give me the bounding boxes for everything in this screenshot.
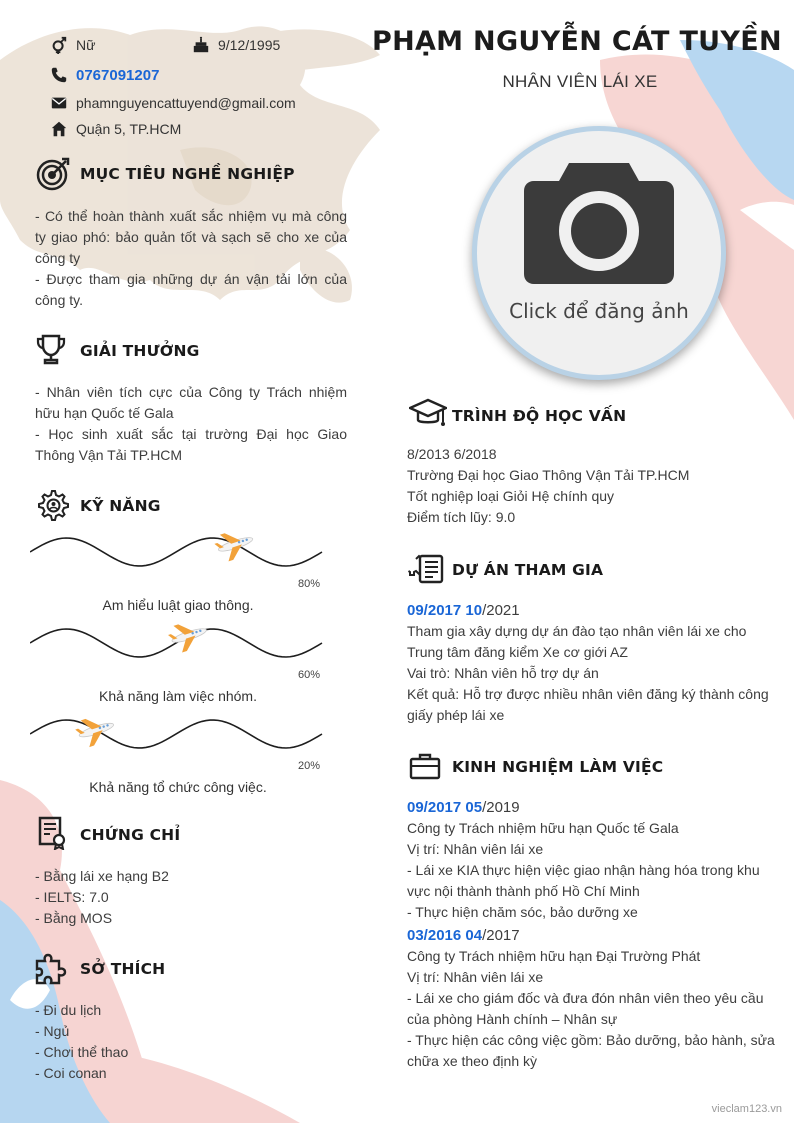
awards-heading: GIẢI THƯỞNG bbox=[80, 342, 200, 360]
puzzle-icon bbox=[34, 952, 68, 986]
job-line: Vị trí: Nhân viên lái xe bbox=[407, 841, 544, 857]
gender-text: Nữ bbox=[76, 37, 96, 53]
email-icon bbox=[50, 94, 68, 112]
award-line: - Nhân viên tích cực của Công ty Trách nhiệm hữu hạn Quốc tế Gala bbox=[35, 384, 347, 421]
hobby-line: - Đi du lịch bbox=[35, 1002, 102, 1018]
skill-level-text: 80% bbox=[298, 578, 321, 590]
skill-level-text: 60% bbox=[298, 669, 321, 681]
birthday-text: 9/12/1995 bbox=[218, 37, 281, 53]
objective-heading: MỤC TIÊU NGHỀ NGHIỆP bbox=[80, 165, 295, 183]
gear-icon bbox=[35, 488, 69, 522]
job-date bbox=[407, 925, 775, 946]
project-date-end: /2021 bbox=[482, 602, 520, 619]
job-line: Công ty Trách nhiệm hữu hạn Quốc tế Gala bbox=[407, 820, 679, 836]
award-line: - Học sinh xuất sắc tại trường Đại học Giao Thông Vận Tải TP.HCM bbox=[35, 426, 347, 463]
phone-icon bbox=[50, 66, 68, 84]
graduation-cap-icon bbox=[409, 398, 447, 430]
job-date-start: 09/2017 05 bbox=[407, 799, 483, 816]
hobby-line: - Chơi thể thao bbox=[35, 1044, 129, 1060]
project-line: Tham gia xây dựng dự án đào tạo nhân viên lái xe cho Trung tâm đăng kiểm Xe cơ giới AZ bbox=[407, 623, 747, 660]
hobby-line: - Ngủ bbox=[35, 1023, 70, 1039]
skill-wave bbox=[30, 720, 322, 748]
address-text: Quận 5, TP.HCM bbox=[76, 121, 182, 137]
education-content bbox=[407, 444, 777, 528]
candidate-name: PHẠM NGUYỄN CÁT TUYỀN bbox=[372, 26, 782, 57]
gender-row bbox=[50, 36, 95, 54]
briefcase-icon bbox=[409, 752, 441, 780]
phone-row bbox=[50, 66, 159, 84]
certificates-content bbox=[35, 866, 335, 929]
skill-level-airplane-icon bbox=[73, 711, 118, 749]
certificates-heading: CHỨNG CHỈ bbox=[80, 826, 181, 844]
email-text[interactable]: phamnguyencattuyend@gmail.com bbox=[76, 95, 296, 111]
camera-icon bbox=[524, 159, 674, 284]
education-heading: TRÌNH ĐỘ HỌC VẤN bbox=[452, 407, 627, 425]
skill-level-airplane-icon bbox=[166, 617, 211, 655]
certificate-line: - Bằng lái xe hạng B2 bbox=[35, 868, 169, 884]
job-date-end: /2019 bbox=[482, 799, 520, 816]
project-date-start: 09/2017 10 bbox=[407, 602, 483, 619]
skill-level-airplane-icon bbox=[212, 525, 257, 563]
job-line: - Thực hiện chăm sóc, bảo dưỡng xe bbox=[407, 904, 638, 920]
skill-wave bbox=[30, 538, 322, 566]
experience-heading: KINH NGHIỆM LÀM VIỆC bbox=[452, 758, 664, 776]
hobbies-heading: SỞ THÍCH bbox=[80, 960, 166, 978]
footer-brand: vieclam123.vn bbox=[711, 1103, 782, 1115]
skills-heading: KỸ NĂNG bbox=[80, 497, 161, 515]
awards-content bbox=[35, 382, 347, 466]
projects-content bbox=[407, 600, 775, 726]
skill-label: Am hiểu luật giao thông. bbox=[102, 597, 254, 613]
certificate-line: - Bằng MOS bbox=[35, 910, 113, 926]
skill-level-text: 20% bbox=[298, 760, 321, 772]
trophy-icon bbox=[36, 334, 66, 366]
home-icon bbox=[50, 120, 68, 138]
target-icon bbox=[36, 157, 70, 191]
birthday-row bbox=[192, 36, 280, 54]
photo-upload-label: Click để đăng ảnh bbox=[509, 299, 689, 323]
certificate-line: - IELTS: 7.0 bbox=[35, 889, 109, 905]
project-line: Vai trò: Nhân viên hỗ trợ dự án bbox=[407, 665, 599, 681]
objective-line: - Được tham gia những dự án vận tải lớn của công ty. bbox=[35, 271, 347, 308]
gender-icon bbox=[50, 36, 68, 54]
job-line: - Lái xe KIA thực hiện việc giao nhận hàng hóa trong khu vực nội thành thành phố Hồ Chí Minh bbox=[407, 862, 760, 899]
certificate-icon bbox=[36, 816, 68, 850]
objective-line: - Có thể hoàn thành xuất sắc nhiệm vụ mà công ty giao phó: bảo quản tốt và sạch sẽ cho xe của công ty bbox=[35, 208, 347, 266]
education-school: Trường Đại học Giao Thông Vận Tải TP.HCM bbox=[407, 467, 690, 483]
job-line: - Thực hiện các công việc gồm: Bảo dưỡng, bảo hành, sửa chữa xe theo định kỳ bbox=[407, 1032, 775, 1069]
hobby-line: - Coi conan bbox=[35, 1065, 107, 1081]
skill-label: Khả năng làm việc nhóm. bbox=[99, 688, 257, 704]
job-title: NHÂN VIÊN LÁI XE bbox=[502, 72, 658, 91]
email-row bbox=[50, 94, 296, 112]
hobbies-content bbox=[35, 1000, 335, 1084]
project-date bbox=[407, 600, 775, 621]
experience-content bbox=[407, 797, 775, 1072]
skill-label: Khả năng tổ chức công việc. bbox=[89, 779, 267, 795]
job-date-end: /2017 bbox=[482, 927, 520, 944]
objective-content bbox=[35, 206, 347, 311]
phone-text[interactable]: 0767091207 bbox=[76, 66, 160, 84]
job-date-start: 03/2016 04 bbox=[407, 927, 483, 944]
education-period: 8/2013 6/2018 bbox=[407, 446, 497, 462]
education-degree: Tốt nghiệp loại Giỏi Hệ chính quy bbox=[407, 488, 615, 504]
address-row bbox=[50, 120, 181, 138]
job-line: Công ty Trách nhiệm hữu hạn Đại Trường Phát bbox=[407, 948, 701, 964]
cake-icon bbox=[192, 36, 210, 54]
education-gpa: Điểm tích lũy: 9.0 bbox=[407, 509, 516, 525]
job-date bbox=[407, 797, 775, 818]
profile-photo-upload[interactable] bbox=[472, 126, 726, 380]
project-gear-icon bbox=[408, 553, 444, 585]
job-line: - Lái xe cho giám đốc và đưa đón nhân viên theo yêu cầu của phòng Hành chính – Nhân sự bbox=[407, 990, 764, 1027]
skills-graph bbox=[30, 520, 330, 780]
job-line: Vị trí: Nhân viên lái xe bbox=[407, 969, 544, 985]
projects-heading: DỰ ÁN THAM GIA bbox=[452, 561, 604, 579]
skill-wave bbox=[30, 629, 322, 657]
project-line: Kết quả: Hỗ trợ được nhiều nhân viên đăng ký thành công giấy phép lái xe bbox=[407, 686, 769, 723]
